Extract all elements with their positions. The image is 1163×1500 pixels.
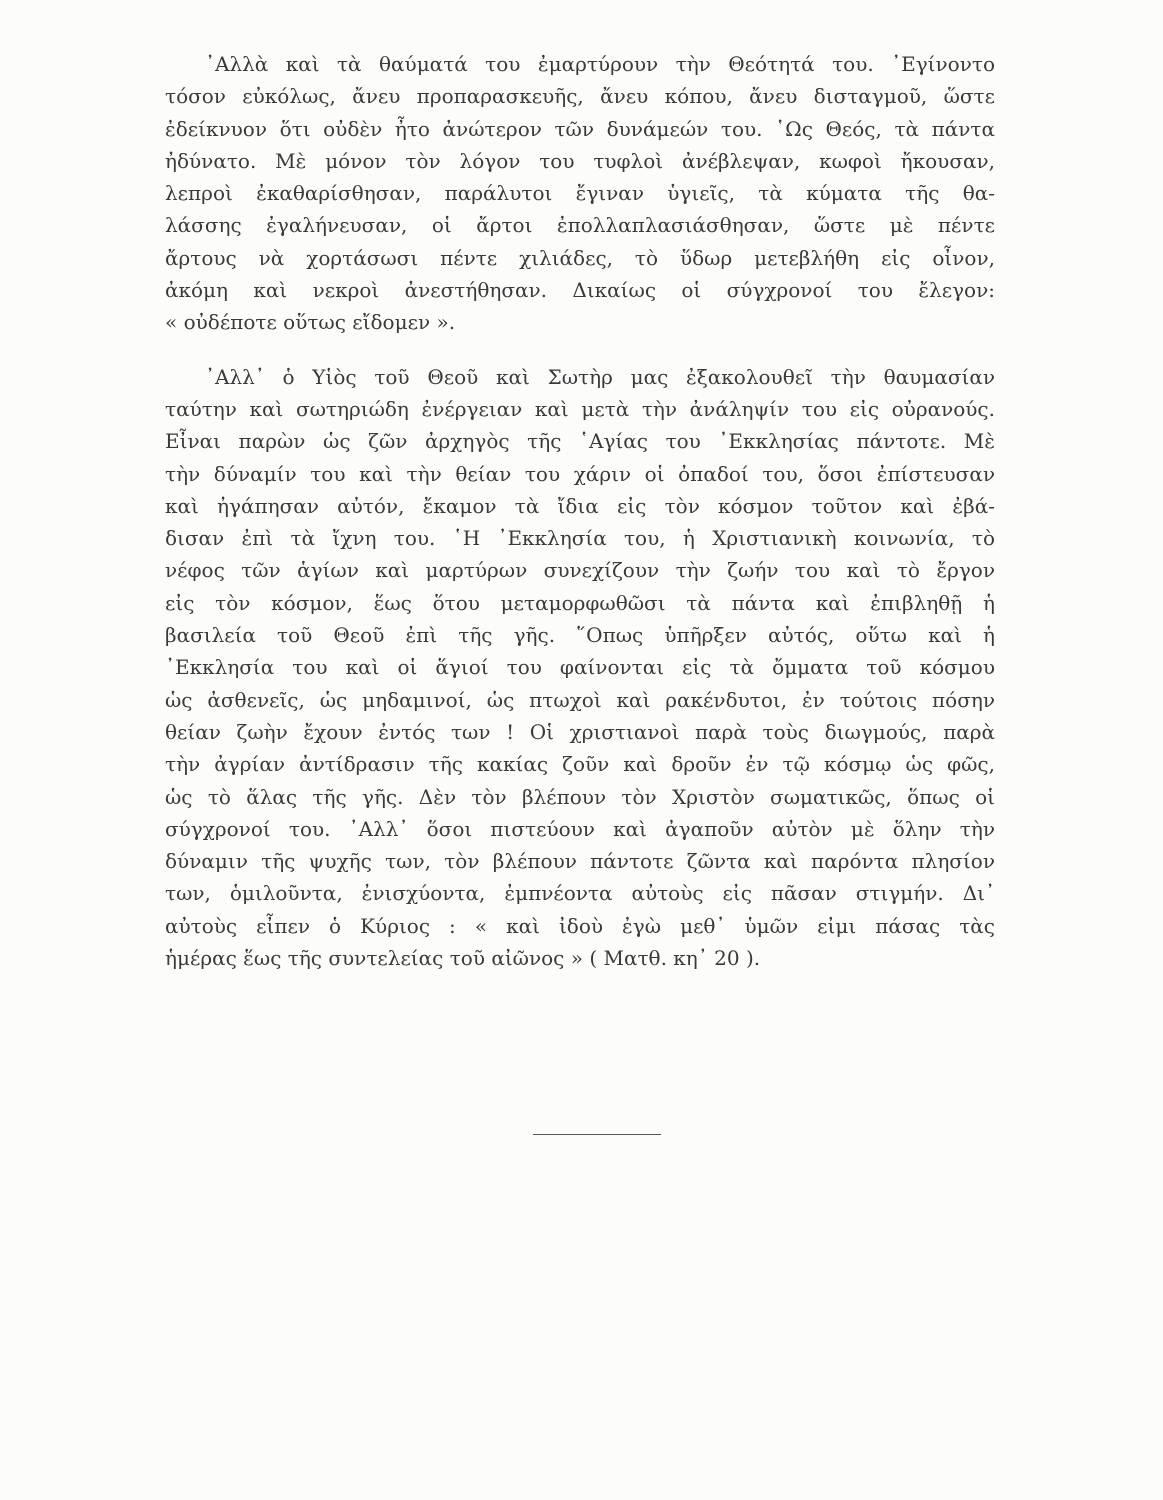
paragraph-1 bbox=[165, 48, 995, 339]
text-line: Εἶναι παρὼν ὡς ζῶν ἀρχηγὸς τῆς ῾Αγίας του ᾿Εκκλησίας πάντοτε. Μὲ bbox=[165, 429, 995, 454]
text-line: τόσον εὐκόλως, ἄνευ προπαρασκευῆς, ἄνευ κόπου, ἄνευ δισταγμοῦ, ὥστε bbox=[165, 84, 995, 109]
text-line: ἄρτους νὰ χορτάσωσι πέντε χιλιάδες, τὸ ὕδωρ μετεβλήθη εἰς οἶνον, bbox=[165, 245, 995, 270]
text-line: ὡς τὸ ἅλας τῆς γῆς. Δὲν τὸν βλέπουν τὸν Χριστὸν σωματικῶς, ὅπως οἱ bbox=[165, 784, 995, 809]
text-line: ᾿Αλλὰ καὶ τὰ θαύματά του ἐμαρτύρουν τὴν Θεότητά του. ᾿Εγίνοντο bbox=[205, 52, 995, 76]
text-line: λεπροὶ ἐκαθαρίσθησαν, παράλυτοι ἔγιναν ὑγιεῖς, τὰ κύματα τῆς θα- bbox=[165, 181, 995, 206]
text-line: εἰς τὸν κόσμον, ἕως ὅτου μεταμορφωθῶσι τὰ πάντα καὶ ἐπιβληθῇ ἡ bbox=[165, 590, 995, 615]
text-line: τὴν ἀγρίαν ἀντίδρασιν τῆς κακίας ζοῦν καὶ δροῦν ἐν τῷ κόσμῳ ὡς φῶς, bbox=[165, 752, 995, 777]
section-divider-rule bbox=[533, 1134, 661, 1135]
text-line: ὡς ἀσθενεῖς, ὡς μηδαμινοί, ὡς πτωχοὶ καὶ ρακένδυτοι, ἐν τούτοις πόσην bbox=[165, 687, 995, 712]
text-line: ἡμέρας ἕως τῆς συντελείας τοῦ αἰῶνος » ( Ματθ. κη᾿ 20 ). bbox=[165, 946, 761, 971]
text-line: τὴν δύναμίν του καὶ τὴν θείαν του χάριν οἱ ὀπαδοί του, ὅσοι ἐπίστευσαν bbox=[165, 461, 995, 486]
text-line: αὐτοὺς εἶπεν ὁ Κύριος : « καὶ ἰδοὺ ἐγὼ μεθ᾿ ὑμῶν εἰμι πάσας τὰς bbox=[165, 913, 995, 938]
text-line: « οὐδέποτε οὕτως εἴδομεν ». bbox=[165, 310, 456, 335]
text-line: ᾿Εκκλησία του καὶ οἱ ἅγιοί του φαίνονται εἰς τὰ ὄμματα τοῦ κόσμου bbox=[165, 655, 995, 680]
text-line: λάσσης ἐγαλήνευσαν, οἱ ἄρτοι ἐπολλαπλασιάσθησαν, ὥστε μὲ πέντε bbox=[165, 213, 995, 238]
text-line: καὶ ἠγάπησαν αὐτόν, ἔκαμον τὰ ἴδια εἰς τὸν κόσμον τοῦτον καὶ ἐβά- bbox=[165, 493, 995, 518]
paragraph-gap bbox=[165, 339, 995, 361]
text-line: των, ὁμιλοῦντα, ἐνισχύοντα, ἐμπνέοντα αὐτοὺς εἰς πᾶσαν στιγμήν. Δι᾿ bbox=[165, 881, 995, 906]
text-line: ἀκόμη καὶ νεκροὶ ἀνεστήθησαν. Δικαίως οἱ σύγχρονοί του ἔλεγον: bbox=[165, 278, 995, 303]
text-line: ταύτην καὶ σωτηριώδη ἐνέργειαν καὶ μετὰ τὴν ἀνάληψίν του εἰς οὐρανούς. bbox=[165, 396, 995, 421]
body-text bbox=[165, 48, 995, 974]
text-line: ᾿Αλλ᾿ ὁ Υἱὸς τοῦ Θεοῦ καὶ Σωτὴρ μας ἐξακολουθεῖ τὴν θαυμασίαν bbox=[205, 364, 995, 389]
text-line: δισαν ἐπὶ τὰ ἴχνη του. ῾Η ᾿Εκκλησία του, ἡ Χριστιανικὴ κοινωνία, τὸ bbox=[165, 526, 995, 551]
text-line: θείαν ζωὴν ἔχουν ἐντός των ! Οἱ χριστιανοὶ παρὰ τοὺς διωγμούς, παρὰ bbox=[165, 719, 995, 744]
text-line: ἐδείκνυον ὅτι οὐδὲν ἦτο ἀνώτερον τῶν δυνάμεών του. ῾Ως Θεός, τὰ πάντα bbox=[165, 116, 995, 141]
paragraph-2 bbox=[165, 361, 995, 975]
text-line: σύγχρονοί του. ᾿Αλλ᾿ ὅσοι πιστεύουν καὶ ἀγαποῦν αὐτὸν μὲ ὅλην τὴν bbox=[165, 816, 995, 841]
text-line: βασιλεία τοῦ Θεοῦ ἐπὶ τῆς γῆς. ῞Οπως ὑπῆρξεν αὐτός, οὕτω καὶ ἡ bbox=[165, 623, 995, 648]
text-line: δύναμιν τῆς ψυχῆς των, τὸν βλέπουν πάντοτε ζῶντα καὶ παρόντα πλησίον bbox=[165, 849, 995, 874]
text-line: ἠδύνατο. Μὲ μόνον τὸν λόγον του τυφλοὶ ἀνέβλεψαν, κωφοὶ ἤκουσαν, bbox=[165, 148, 995, 173]
text-line: νέφος τῶν ἁγίων καὶ μαρτύρων συνεχίζουν τὴν ζωήν του καὶ τὸ ἔργον bbox=[165, 558, 995, 583]
